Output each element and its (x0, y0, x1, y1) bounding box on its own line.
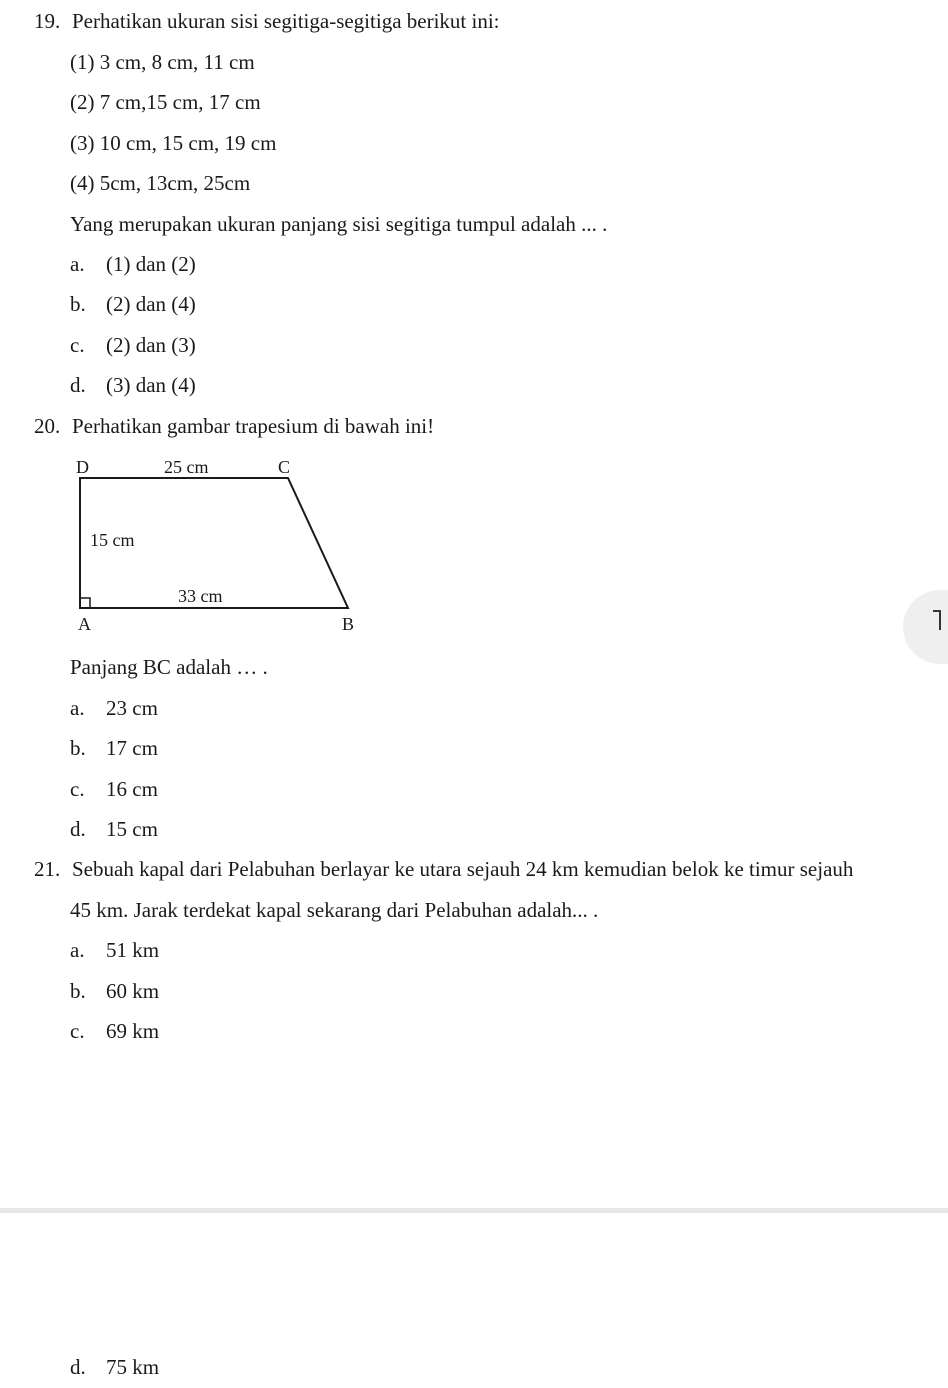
option-text: 23 cm (106, 696, 158, 720)
vertex-label-c: C (278, 457, 291, 477)
q21-option-d[interactable] (70, 1355, 159, 1379)
trapezoid-diagram (60, 450, 380, 640)
edge-scroll-handle[interactable] (903, 590, 948, 664)
q20-prompt (34, 414, 434, 438)
q20-question: Panjang BC adalah … . (70, 655, 268, 679)
q20-number: 20. (34, 414, 61, 438)
q19-number: 19. (34, 9, 61, 33)
q19-option-c[interactable] (70, 333, 196, 357)
option-text: 16 cm (106, 777, 158, 801)
q20-prompt-text: Perhatikan gambar trapesium di bawah ini! (72, 414, 435, 438)
q21-prompt-text-line2: 45 km. Jarak terdekat kapal sekarang dari Pelabuhan adalah... . (70, 898, 599, 922)
q19-item-2: (2) 7 cm,15 cm, 17 cm (70, 90, 261, 114)
option-text: (1) dan (2) (106, 252, 196, 276)
vertex-label-b: B (342, 614, 355, 634)
side-label-da: 15 cm (90, 530, 135, 550)
q20-option-a[interactable] (70, 696, 158, 720)
option-text: 60 km (106, 979, 160, 1003)
q21-number: 21. (34, 857, 61, 881)
option-letter: a. (70, 252, 85, 276)
option-letter: d. (70, 373, 86, 397)
option-text: 15 cm (106, 817, 158, 841)
q19-prompt (34, 9, 500, 33)
option-letter: c. (70, 777, 85, 801)
side-label-ab: 33 cm (178, 586, 223, 606)
option-letter: b. (70, 736, 86, 760)
q19-item-4: (4) 5cm, 13cm, 25cm (70, 171, 251, 195)
option-letter: c. (70, 1019, 85, 1043)
vertex-label-d: D (76, 457, 89, 477)
option-text: 75 km (106, 1355, 160, 1379)
option-text: (2) dan (3) (106, 333, 196, 357)
option-text: (3) dan (4) (106, 373, 196, 397)
q21-option-c[interactable] (70, 1019, 159, 1043)
q19-question: Yang merupakan ukuran panjang sisi segitiga tumpul adalah ... . (70, 212, 608, 236)
chevron-icon (933, 610, 941, 630)
q19-option-d[interactable] (70, 373, 196, 397)
option-letter: b. (70, 292, 86, 316)
option-letter: b. (70, 979, 86, 1003)
option-text: 69 km (106, 1019, 160, 1043)
q19-option-b[interactable] (70, 292, 196, 316)
vertex-label-a: A (78, 614, 91, 634)
option-letter: d. (70, 1355, 86, 1379)
option-letter: a. (70, 938, 85, 962)
q20-option-d[interactable] (70, 817, 158, 841)
q21-prompt (34, 857, 853, 881)
q20-option-b[interactable] (70, 736, 158, 760)
side-label-dc: 25 cm (164, 457, 209, 477)
q19-item-3: (3) 10 cm, 15 cm, 19 cm (70, 131, 277, 155)
q20-option-c[interactable] (70, 777, 158, 801)
option-letter: c. (70, 333, 85, 357)
option-letter: a. (70, 696, 85, 720)
option-text: 17 cm (106, 736, 158, 760)
q19-prompt-text: Perhatikan ukuran sisi segitiga-segitiga berikut ini: (72, 9, 500, 33)
page-divider (0, 1208, 948, 1213)
q19-option-a[interactable] (70, 252, 196, 276)
q21-option-b[interactable] (70, 979, 159, 1003)
q19-item-1: (1) 3 cm, 8 cm, 11 cm (70, 50, 255, 74)
q21-option-a[interactable] (70, 938, 159, 962)
option-text: (2) dan (4) (106, 292, 196, 316)
option-text: 51 km (106, 938, 160, 962)
right-angle-marker (80, 598, 90, 608)
option-letter: d. (70, 817, 86, 841)
q21-prompt-text-line1: Sebuah kapal dari Pelabuhan berlayar ke utara sejauh 24 km kemudian belok ke timur sejauh (72, 857, 854, 881)
